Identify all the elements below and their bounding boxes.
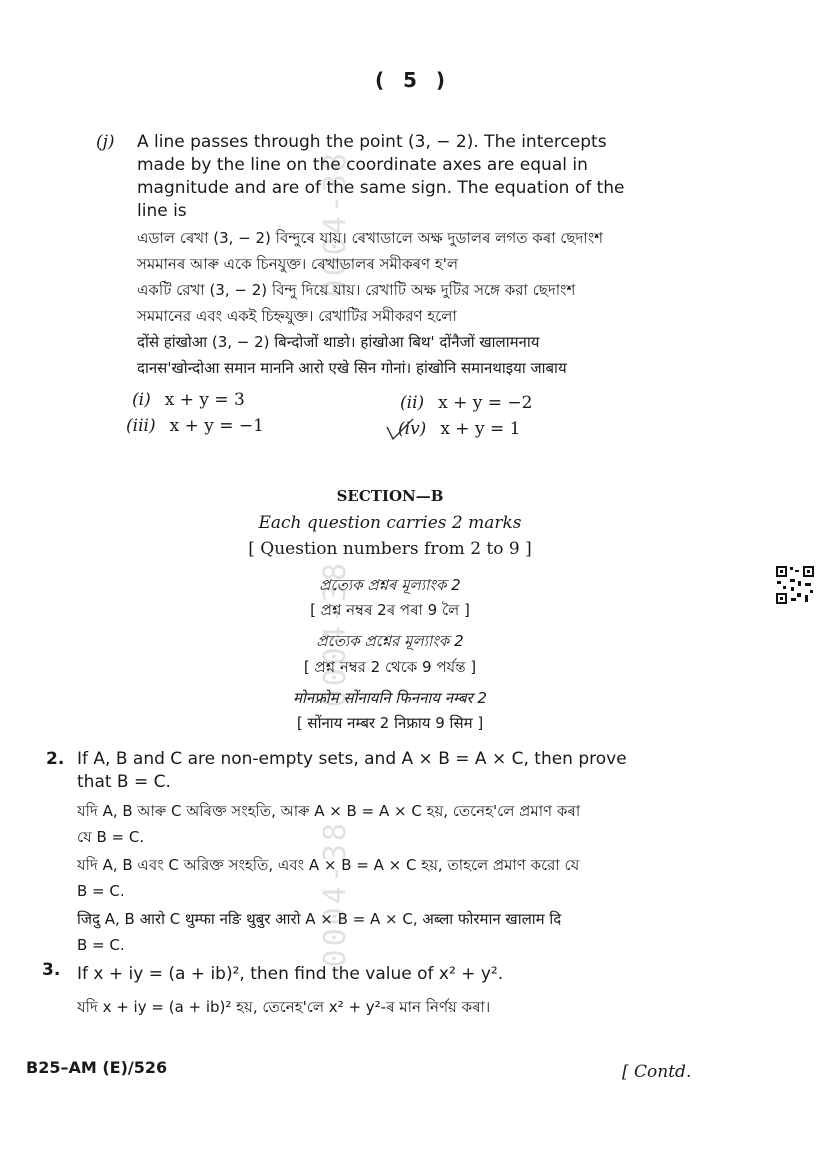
english-line: If x + iy = (a + ib)², then find the value of x² + y². [77, 964, 504, 984]
option-text: x + y = −1 [169, 416, 264, 436]
continued-marker: [ Contd. [622, 1062, 692, 1082]
option-text: x + y = 3 [164, 390, 245, 410]
question-number: 2. [46, 749, 65, 769]
option-label: (iv) [398, 419, 427, 439]
bengali-line: সমমানের এবং একই চিহ্নযুক্ত। রেখাটির সমীকরণ হলো [137, 307, 457, 325]
english-line: line is [137, 201, 187, 221]
option-text: x + y = 1 [440, 419, 521, 439]
english-line: If A, B and C are non-empty sets, and A × B = A × C, then prove [77, 749, 627, 769]
option-label: (i) [132, 390, 151, 410]
assamese-line: যদি A, B আৰু C অৰিক্ত সংহতি, আৰু A × B = A × C হয়, তেনেহ'লে প্ৰমাণ কৰা [77, 802, 581, 820]
section-range-assamese: [ প্ৰশ্ন নম্বৰ 2ৰ পৰা 9 লৈ ] [310, 601, 470, 619]
assamese-line: এডাল ৰেখা (3, − 2) বিন্দুৰে যায়। ৰেখাডালে অক্ষ দুডালৰ লগত কৰা ছেদাংশ [137, 229, 604, 247]
option-text: x + y = −2 [438, 393, 533, 413]
page-number: ( 5 ) [374, 68, 452, 92]
section-marks-assamese: প্ৰত্যেক প্ৰশ্নৰ মূল্যাংক 2 [319, 576, 461, 594]
qr-code-icon [775, 565, 815, 605]
tick-mark-icon [385, 417, 415, 441]
english-line: magnitude and are of the same sign. The equation of the [137, 178, 625, 198]
assamese-line: যে B = C. [77, 828, 145, 846]
question-3-text [77, 963, 667, 1020]
section-marks-bengali: প্রত্যেক প্রশ্নের মূল্যাংক 2 [316, 632, 464, 650]
bodo-line: दानस'खोन्दोआ समान माननि आरो एखे सिन गोनां। हांखोनि समानथाइया जाबाय [137, 359, 567, 377]
assamese-line: যদি x + iy = (a + ib)² হয়, তেনেহ'লে x² + y²-ৰ মান নিৰ্ণয় কৰা। [77, 998, 491, 1016]
bengali-line: যদি A, B এবং C অরিক্ত সংহতি, এবং A × B = A × C হয়, তাহলে প্রমাণ করো যে [77, 856, 580, 874]
bengali-line: একটি রেখা (3, − 2) বিন্দু দিয়ে যায়। রেখাটি অক্ষ দুটির সঙ্গে করা ছেদাংশ [137, 281, 576, 299]
bodo-line: दोंसे हांखोआ (3, − 2) बिन्दोजों थाङो। हांखोआ बिथ' दोंनैजों खालामनाय [137, 333, 540, 351]
option-ii [400, 393, 533, 413]
section-range-bodo: [ सोंनाय नम्बर 2 निफ्राय 9 सिम ] [296, 714, 484, 732]
watermark-serial: 0004-38 [318, 150, 353, 298]
option-i [132, 390, 245, 410]
assamese-line: সমমানৰ আৰু একে চিনযুক্ত। ৰেখাডালৰ সমীকৰণ হ'ল [137, 255, 459, 273]
question-number: 3. [42, 960, 61, 980]
paper-code: B25–AM (E)/526 [26, 1058, 168, 1077]
question-j-text [137, 131, 667, 381]
question-2-text [77, 748, 667, 958]
english-line: that B = C. [77, 772, 171, 792]
bodo-line: B = C. [77, 936, 125, 954]
question-label: (j) [96, 132, 115, 152]
section-marks: Each question carries 2 marks [258, 513, 522, 533]
english-line: A line passes through the point (3, − 2). The intercepts [137, 132, 607, 152]
option-label: (iii) [126, 416, 156, 436]
section-title: SECTION—B [336, 487, 444, 505]
bodo-line: जिदु A, B आरो C थुम्फा नङि थुबुर आरो A × B = A × C, अब्ला फोरमान खालाम दि [77, 910, 562, 928]
option-label: (ii) [400, 393, 425, 413]
watermark-serial: 0004-38 [318, 560, 353, 708]
section-marks-bodo: मोनफ्रोम सोंनायनि फिननाय नम्बर 2 [293, 689, 487, 707]
bengali-line: B = C. [77, 882, 125, 900]
watermark-serial: 0004-38 [318, 820, 353, 968]
option-iii [126, 416, 264, 436]
section-range: [ Question numbers from 2 to 9 ] [248, 539, 532, 559]
option-iv [398, 419, 520, 439]
section-range-bengali: [ প্রশ্ন নম্বর 2 থেকে 9 পর্যন্ত ] [303, 658, 477, 676]
english-line: made by the line on the coordinate axes are equal in [137, 155, 588, 175]
